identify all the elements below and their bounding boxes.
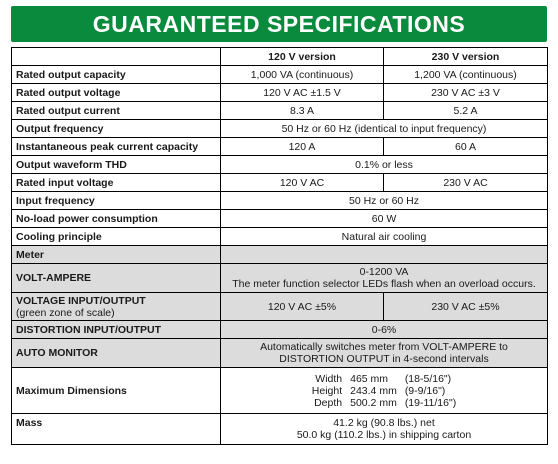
section-blank	[221, 246, 548, 264]
table-row	[12, 368, 548, 414]
table-row	[12, 264, 548, 293]
dimension-metric: 243.4 mm	[350, 384, 397, 397]
table-row	[12, 66, 548, 84]
value-line: DISTORTION OUTPUT in 4-second intervals	[279, 353, 489, 365]
header-blank	[12, 48, 221, 66]
value-230v: 60 A	[384, 138, 548, 156]
table-row	[12, 192, 548, 210]
table-row	[12, 156, 548, 174]
value-shared	[221, 264, 548, 293]
row-label: Mass	[12, 414, 221, 445]
value-shared: 50 Hz or 60 Hz (identical to input frequency)	[221, 120, 548, 138]
dimension-name: Width	[315, 372, 343, 385]
value-shared: 0-6%	[221, 321, 548, 339]
table-row	[12, 102, 548, 120]
row-label	[12, 293, 221, 321]
header-120v: 120 V version	[221, 48, 384, 66]
table-row	[12, 414, 548, 445]
row-label-main: VOLTAGE INPUT/OUTPUT	[16, 294, 146, 307]
dimension-metric: 500.2 mm	[350, 396, 397, 409]
value-line: 0-1200 VA	[359, 266, 409, 278]
value-line: 41.2 kg (90.8 lbs.) net	[333, 417, 435, 429]
header-230v: 230 V version	[384, 48, 548, 66]
value-line: Automatically switches meter from VOLT-AMPERE to	[260, 341, 508, 353]
value-120v: 120 A	[221, 138, 384, 156]
value-230v: 230 V AC ±3 V	[384, 84, 548, 102]
row-sublabel: (green zone of scale)	[16, 306, 115, 319]
row-label: Maximum Dimensions	[12, 368, 221, 414]
table-row	[12, 210, 548, 228]
value-line: 50.0 kg (110.2 lbs.) in shipping carton	[296, 429, 472, 441]
table-row	[12, 84, 548, 102]
row-label: DISTORTION INPUT/OUTPUT	[12, 321, 221, 339]
table-row	[12, 293, 548, 321]
value-230v: 230 V AC ±5%	[384, 293, 548, 321]
row-label: No-load power consumption	[12, 210, 221, 228]
value-shared: Natural air cooling	[221, 228, 548, 246]
dimension-imperial: (18-5/16")	[404, 372, 452, 385]
value-230v: 1,200 VA (continuous)	[384, 66, 548, 84]
page-title: GUARANTEED SPECIFICATIONS	[92, 10, 466, 37]
dimension-name: Depth	[314, 396, 343, 409]
header-row	[12, 48, 548, 66]
value-120v: 8.3 A	[221, 102, 384, 120]
row-label: Rated output capacity	[12, 66, 221, 84]
value-shared: 60 W	[221, 210, 548, 228]
dimensions-value	[221, 368, 548, 414]
table-row	[12, 339, 548, 368]
table-row	[12, 228, 548, 246]
dimension-name: Height	[311, 384, 343, 397]
row-label: Rated output current	[12, 102, 221, 120]
mass-value	[221, 414, 548, 445]
dimensions-grid	[312, 373, 456, 409]
row-label: VOLT-AMPERE	[12, 264, 221, 293]
dimension-imperial: (19-11/16")	[404, 396, 457, 409]
dimension-metric: 465 mm	[350, 372, 389, 385]
row-label: AUTO MONITOR	[12, 339, 221, 368]
section-label: Meter	[12, 246, 221, 264]
dimension-imperial: (9-9/16")	[404, 384, 446, 397]
value-shared: 50 Hz or 60 Hz	[221, 192, 548, 210]
row-label: Cooling principle	[12, 228, 221, 246]
row-label: Input frequency	[12, 192, 221, 210]
value-120v: 1,000 VA (continuous)	[221, 66, 384, 84]
row-label: Output frequency	[12, 120, 221, 138]
row-label: Output waveform THD	[12, 156, 221, 174]
row-label: Rated input voltage	[12, 174, 221, 192]
title-banner	[11, 6, 547, 42]
table-row	[12, 138, 548, 156]
value-shared: 0.1% or less	[221, 156, 548, 174]
value-120v: 120 V AC ±5%	[221, 293, 384, 321]
table-row	[12, 321, 548, 339]
spec-table	[11, 47, 548, 445]
value-shared	[221, 339, 548, 368]
value-230v: 230 V AC	[384, 174, 548, 192]
value-line: The meter function selector LEDs flash when an overload occurs.	[232, 278, 536, 290]
meter-section-row	[12, 246, 548, 264]
row-label: Instantaneous peak current capacity	[12, 138, 221, 156]
table-row	[12, 174, 548, 192]
value-120v: 120 V AC ±1.5 V	[221, 84, 384, 102]
value-120v: 120 V AC	[221, 174, 384, 192]
table-row	[12, 120, 548, 138]
row-label: Rated output voltage	[12, 84, 221, 102]
value-230v: 5.2 A	[384, 102, 548, 120]
